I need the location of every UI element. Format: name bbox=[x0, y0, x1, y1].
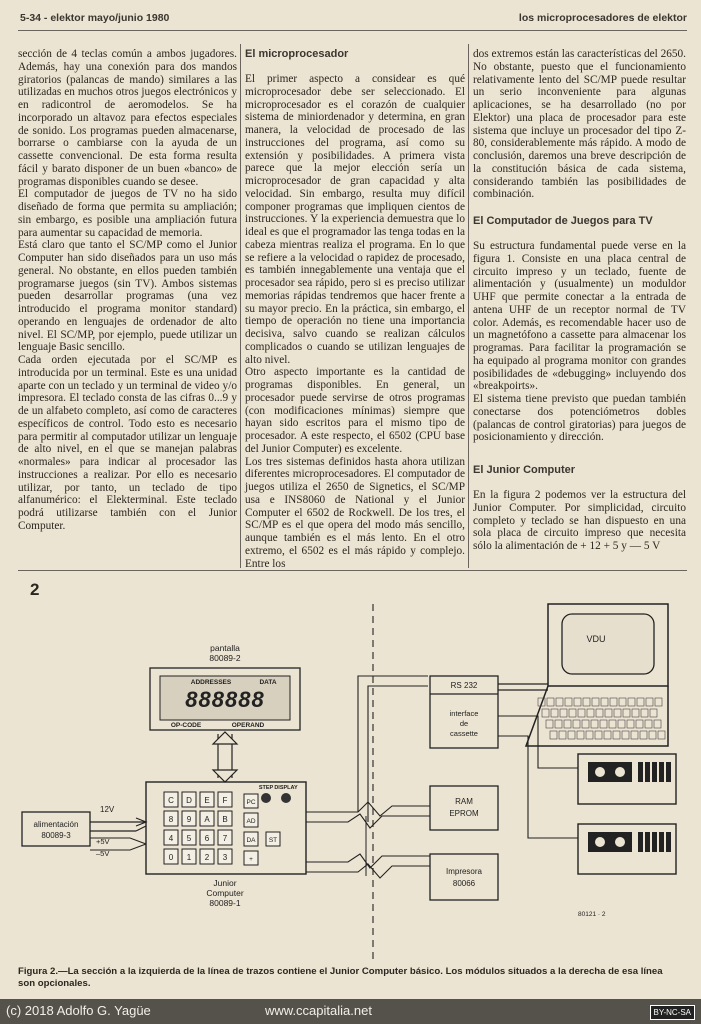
keypad-key-label: F bbox=[222, 796, 228, 805]
addresses-label: ADDRESSES bbox=[190, 679, 232, 686]
function-key-label: + bbox=[249, 856, 253, 863]
page-header bbox=[20, 12, 687, 26]
header-right: los microprocesadores de elektor bbox=[518, 12, 687, 24]
footer-site: www.ccapitalia.net bbox=[265, 1003, 372, 1018]
vdu-key bbox=[547, 698, 554, 706]
vdu-keys bbox=[538, 698, 665, 739]
vdu-key bbox=[640, 731, 647, 739]
keypad-key-label: 7 bbox=[222, 834, 228, 843]
vdu-key bbox=[610, 698, 617, 706]
vdu-key bbox=[613, 731, 620, 739]
cassette-keys bbox=[638, 762, 671, 852]
keypad-key-label: E bbox=[204, 796, 210, 805]
function-key-label: ST bbox=[268, 837, 278, 844]
footer-bar bbox=[0, 999, 701, 1024]
v12-label: 12V bbox=[100, 805, 115, 814]
vdu-key bbox=[542, 709, 549, 717]
paragraph: En la figura 2 podemos ver la estructura del Junior Computer. Por simplicidad, circuito completo y teclado se han dispuesto en una sola placa de circuito impreso que necesita sólo la alimentación de + 12 + 5 y — 5 V bbox=[473, 489, 686, 552]
vdu-key bbox=[560, 709, 567, 717]
alimentacion-label: alimentación bbox=[33, 820, 79, 829]
section-heading: El Junior Computer bbox=[473, 464, 576, 476]
keypad-key-label: 9 bbox=[186, 815, 192, 824]
vdu-key bbox=[618, 720, 625, 728]
power-supply-box bbox=[22, 812, 90, 846]
vdu-key bbox=[577, 731, 584, 739]
vdu-key bbox=[582, 720, 589, 728]
vdu-key bbox=[655, 698, 662, 706]
paragraph: El computador de juegos de TV no ha sido diseñado de forma que permita su ampliación; sin embargo, es posible una ampliación futura para aumentar su capacidad de memoria. bbox=[18, 188, 237, 239]
vdu-key bbox=[569, 709, 576, 717]
arrow-down bbox=[213, 770, 237, 782]
section-heading: El Computador de Juegos para TV bbox=[473, 215, 653, 227]
vdu-key bbox=[586, 731, 593, 739]
eprom-label: EPROM bbox=[449, 809, 479, 818]
paragraph: Los tres sistemas definidos hasta ahora utilizan diferentes microprocesadores. El computador de juegos utiliza el 2650 de Signetics, el SC/MP usa e INS8060 de National y el Junior Computer el 6502 de Rockwell. De los tres, el SC/MP es el que opera del modo más sencillo, aunque también es el más lento. En el otro extremo, el 6502 es el más rápido y complejo. Entre los bbox=[245, 455, 465, 570]
seven-segment-digits: 888888 bbox=[185, 687, 265, 712]
vdu-key bbox=[658, 731, 665, 739]
vdu-key bbox=[631, 731, 638, 739]
vdu-key bbox=[555, 720, 562, 728]
vdu-key bbox=[600, 720, 607, 728]
vdu-key bbox=[601, 698, 608, 706]
header-left: 5-34 - elektor mayo/junio 1980 bbox=[20, 12, 170, 24]
section-heading: El microprocesador bbox=[245, 48, 349, 60]
data-label: DATA bbox=[259, 679, 277, 686]
figure-caption: Figura 2.—La sección a la izquierda de la línea de trazos contiene el Junior Computer básico. Los módulos situados a la derecha de esa línea son opcionales. bbox=[18, 966, 663, 989]
cassette-button bbox=[666, 832, 671, 852]
paragraph: El sistema tiene previsto que puedan también conectarse dos potenciómetros dobles (palancas de control giratorias) para juegos de posicionamiento y dirección. bbox=[473, 393, 686, 444]
interface-line2: de bbox=[459, 719, 469, 728]
impresora-label: Impresora bbox=[445, 867, 483, 876]
cassette-button bbox=[638, 762, 643, 782]
vdu-key bbox=[645, 720, 652, 728]
vdu-key bbox=[632, 709, 639, 717]
cassette-button bbox=[645, 762, 650, 782]
vdu-key bbox=[592, 698, 599, 706]
vdu-key bbox=[604, 731, 611, 739]
keypad-key-label: 3 bbox=[222, 853, 228, 862]
keypad-key-label: 2 bbox=[204, 853, 210, 862]
figure-ref: 80121 · 2 bbox=[578, 911, 606, 918]
ram-eprom-box bbox=[430, 786, 498, 830]
arrow-up bbox=[213, 732, 237, 744]
display-switch-label: DISPLAY bbox=[274, 785, 298, 791]
keypad-key-label: B bbox=[222, 815, 228, 824]
vdu-key bbox=[583, 698, 590, 706]
column-2 bbox=[245, 48, 465, 570]
column-divider bbox=[468, 44, 469, 568]
vdu-key bbox=[637, 698, 644, 706]
vdu-key bbox=[636, 720, 643, 728]
keypad-key-label: 6 bbox=[204, 834, 210, 843]
cassette-button bbox=[638, 832, 643, 852]
cassette-button bbox=[652, 832, 657, 852]
column-3 bbox=[473, 48, 686, 553]
rs232-label: RS 232 bbox=[450, 681, 478, 690]
cassette-button bbox=[666, 762, 671, 782]
vdu-key bbox=[578, 709, 585, 717]
column-divider bbox=[240, 44, 241, 568]
vdu-key bbox=[591, 720, 598, 728]
figure-2 bbox=[18, 576, 688, 968]
vdu-key bbox=[641, 709, 648, 717]
block-diagram bbox=[18, 576, 688, 966]
header-rule bbox=[18, 30, 687, 31]
junior-code: 80089-1 bbox=[209, 898, 241, 908]
function-key-label: DA bbox=[246, 837, 256, 844]
keypad-key-label: 8 bbox=[168, 815, 174, 824]
interface-line3: cassette bbox=[450, 729, 478, 738]
step-switch bbox=[261, 793, 271, 803]
function-key-label: AD bbox=[246, 818, 256, 825]
junior-label: Junior bbox=[213, 878, 237, 888]
vdu-key bbox=[546, 720, 553, 728]
vdu-key bbox=[559, 731, 566, 739]
keypad bbox=[164, 792, 280, 865]
cassette-button bbox=[659, 762, 664, 782]
vdu-key bbox=[646, 698, 653, 706]
vdu-key bbox=[619, 698, 626, 706]
paragraph: Cada orden ejecutada por el SC/MP es introducida por un terminal. Este es una unidad aparte con un teclado y un terminal de video y/o impresora. El teclado consta de las cifras 0...9 y de un alfabeto completo, así como de caracteres específicos de control. Todo esto es necesario para permitir al computador utilizar un lenguaje de alto nivel, en el que se manejan palabras «normales» para indicar al procesador las instrucciones a realizar. Por ello es necesario utilizar, por tanto, un teclado de tipo alfanumérico: el Elekterminal. Este teclado podrá utilizarse también con el Junior Computer. bbox=[18, 354, 237, 532]
keypad-key-label: 5 bbox=[186, 834, 192, 843]
figure-top-rule bbox=[18, 570, 687, 571]
v5p-label: +5V bbox=[96, 837, 110, 846]
computer-label: Computer bbox=[206, 888, 244, 898]
cassette-button bbox=[659, 832, 664, 852]
vdu-key bbox=[568, 731, 575, 739]
vdu-label: VDU bbox=[586, 634, 606, 644]
paragraph: Está claro que tanto el SC/MP como el Junior Computer han sido diseñados para un uso más general. No obstante, en ellos pueden también programarse juegos (sin TV). Ambos sistemas pueden desarrollar programas (una vez introducido el programa monitor standard) operando en lenguajes de ordenador de alto nivel. El SC/MP, por ejemplo, puede utilizar un lenguaje Basic sencillo. bbox=[18, 239, 237, 354]
paragraph: dos extremos están las características del 2650. No obstante, puesto que el funcionamiento relativamente lento del SC/MP puede resultar un serio inconveniente para algunas aplicaciones, se ha desarrollado (no por Elektor) una placa de procesador para este sistema que incluye un procesador del tipo Z-80, considerablemente más rápido. A modo de conclusión, daremos una breve descripción de la constitución básica de cada sistema, considerando también las posibilidades de combinación. bbox=[473, 48, 686, 201]
vdu-key bbox=[556, 698, 563, 706]
cassette-button bbox=[652, 762, 657, 782]
keypad-key-label: D bbox=[186, 796, 192, 805]
vdu-key bbox=[550, 731, 557, 739]
vdu-key bbox=[650, 709, 657, 717]
vdu-key bbox=[564, 720, 571, 728]
vdu-key bbox=[573, 720, 580, 728]
vdu-key bbox=[614, 709, 621, 717]
v5m-label: –5V bbox=[96, 849, 110, 858]
vdu-key bbox=[627, 720, 634, 728]
printer-box bbox=[430, 854, 498, 900]
vdu-key bbox=[595, 731, 602, 739]
impresora-code: 80066 bbox=[452, 879, 476, 888]
vdu-key bbox=[623, 709, 630, 717]
cassette-button bbox=[645, 832, 650, 852]
vdu-key bbox=[605, 709, 612, 717]
display-switch bbox=[281, 793, 291, 803]
figure-number: 2 bbox=[30, 580, 40, 599]
vdu-key bbox=[551, 709, 558, 717]
interface-line1: interface bbox=[449, 709, 479, 718]
paragraph: Otro aspecto importante es la cantidad de programas disponibles. En general, un procesador puede servirse de otros programas (con modificaciones mínimas) siempre que hayan sido escritos para el mismo tipo de procesador. A este respecto, el 6502 (CPU base del Junior Computer) es excelente. bbox=[245, 366, 465, 455]
paragraph: sección de 4 teclas común a ambos jugadores. Además, hay una conexión para dos mandos giratorios (palancas de mando) similares a las utilizadas en muchos otros juegos electrónicos y en radicontrol de aeromodelos. Se ha incorporado un altavoz para efectos especiales de sonido. Los programas pueden almacenarse, borrarse o cambiarse con la ayuda de un cassette convencional. De esta forma resulta fácil y barato disponer de un buen «banco» de programas disponibles cuando se desee. bbox=[18, 48, 237, 188]
vdu-key bbox=[654, 720, 661, 728]
alimentacion-code: 80089-3 bbox=[41, 831, 71, 840]
keypad-key-label: 0 bbox=[168, 853, 174, 862]
vdu-screen bbox=[562, 614, 654, 674]
opcode-label: OP-CODE bbox=[170, 722, 202, 729]
keypad-key-label: 1 bbox=[186, 853, 192, 862]
license-badge: BY-NC-SA bbox=[650, 1005, 696, 1020]
vdu-key bbox=[609, 720, 616, 728]
operand-label: OPERAND bbox=[231, 722, 265, 729]
vdu-key bbox=[574, 698, 581, 706]
vdu-key bbox=[596, 709, 603, 717]
vdu-key bbox=[628, 698, 635, 706]
paragraph: Su estructura fundamental puede verse en la figura 1. Consiste en una placa central de circuito impreso y un teclado, fuente de alimentación y (usualmente) un moduldor UHF que permite conectar a la entrada de antena UHF de un receptor normal de TV color. Además, es recomendable hacer uso de un magnetófono a cassette para almacenar los programas. Para facilitar la programación se ha equipado al programa monitor con grandes posibilidades de «debugging» incluyendo dos «breakpoirts». bbox=[473, 240, 686, 393]
step-label: STEP bbox=[258, 785, 274, 791]
function-key-label: PC bbox=[246, 799, 256, 806]
vdu-key bbox=[587, 709, 594, 717]
column-1 bbox=[18, 48, 237, 533]
vdu-key bbox=[622, 731, 629, 739]
footer-credit: (c) 2018 Adolfo G. Yagüe bbox=[6, 1003, 151, 1018]
keypad-key-label: 4 bbox=[168, 834, 174, 843]
cassette-1-tape bbox=[588, 762, 632, 782]
pantalla-code: 80089-2 bbox=[209, 653, 241, 663]
ram-label: RAM bbox=[455, 797, 473, 806]
paragraph: El primer aspecto a considear es qué microprocesador debe ser seleccionado. El microprocesador es el corazón de cualquier sistema de miniordenador y determina, en gran manera, la velocidad de procesado de las instrucciones del programa, así como su extensión y posibilidades. A primera vista parece que la mejor elección sería un microprocesador de gran capacidad y alta velocidad. Sin embargo, resulta muy difícil componer programas que impliquen cientos de instrucciones. Y la experiencia demuestra que lo ideal es que el programador las tenga todas en la cabeza mientras realiza el programa. En lo que se refiere a la velocidad o rapidez de procesado, es también innegablemente una ventaja que el procesador sea rápido, pero si es preciso utilizar memorias rápidas tendremos que hacer frente a su mayor precio. En la práctica, sin embargo, el tiempo de operación no tiene una importancia decisiva, salvo cuando se realizan cálculos complicados o cuando se utilizan lenguajes de alto nivel. bbox=[245, 73, 465, 366]
vdu-key bbox=[565, 698, 572, 706]
vdu-key bbox=[649, 731, 656, 739]
cassette-2-tape bbox=[588, 832, 632, 852]
keypad-key-label: C bbox=[168, 796, 174, 805]
pantalla-label: pantalla bbox=[210, 643, 240, 653]
keypad-key-label: A bbox=[204, 815, 210, 824]
